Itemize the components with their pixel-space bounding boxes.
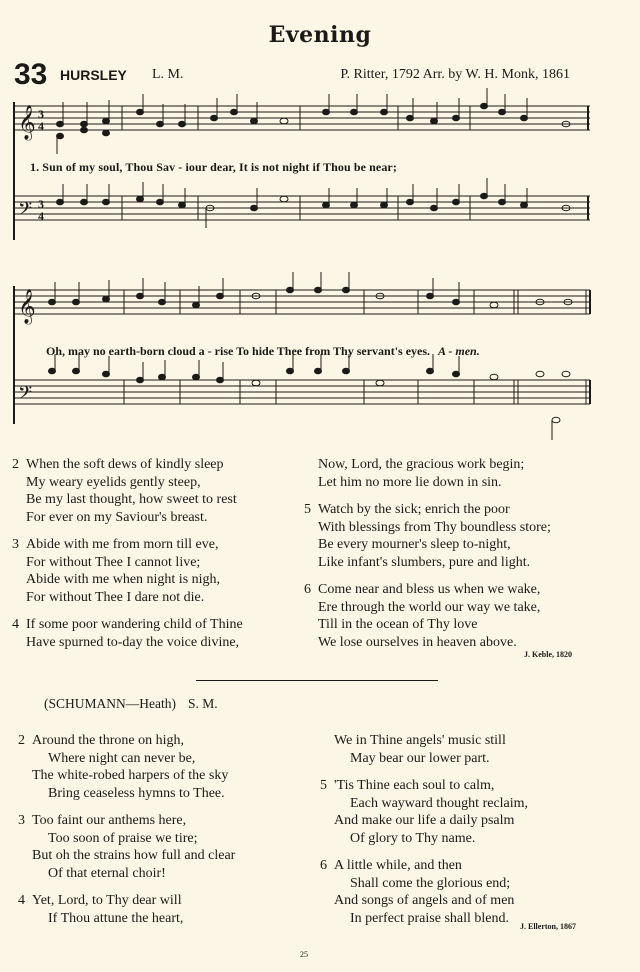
verse-line: Have spurned to-day the voice divine, [26,634,240,650]
lyric-line-1: 1. Sun of my soul, Thou Sav - iour dear, It is not night if Thou be near; [30,160,397,174]
verse-number: 5 [320,778,327,793]
verse-line: And songs of angels and of men [334,893,515,908]
verse-line: 3 Abide with me from morn till eve, [12,537,219,552]
svg-text:𝄢: 𝄢 [18,383,33,408]
verse-line: Of glory to Thy name. [350,830,476,846]
alternate-tune-name: (SCHUMANN—Heath) [44,696,176,711]
verse-2 [12,456,243,526]
verse-4-continued [320,732,528,767]
verse-line: 5 'Tis Thine each soul to calm, [320,778,495,793]
verse-line: 6 A little while, and then [320,858,462,873]
page-heading: Evening [268,22,372,48]
lyric-line-2-text: Oh, may no earth-born cloud a - rise To hide Thee from Thy servant's eyes. [46,344,431,358]
second-text-credit: J. Ellerton, 1867 [520,922,576,931]
verse-line: Too soon of praise we tire; [48,830,198,846]
verse-line: May bear our lower part. [350,750,490,766]
verse-line: Ere through the world our way we take, [318,599,541,615]
verse-line: The white-robed harpers of the sky [32,768,229,783]
verse-line: Till in the ocean of Thy love [318,617,478,632]
verse-2 [18,732,235,802]
second-verses-left-column [18,732,235,937]
verse-line: 3 Too faint our anthems here, [18,813,187,828]
meter-label: L. M. [152,67,184,82]
verse-line: Now, Lord, the gracious work begin; [318,457,525,472]
section-divider [196,680,438,681]
text-credit: J. Keble, 1820 [524,650,572,659]
verse-number: 4 [18,893,25,908]
verse-line: 4 If some poor wandering child of Thine [12,617,243,632]
verse-line: We in Thine angels' music still [334,733,506,748]
svg-text:4: 4 [38,119,44,133]
alternate-tune-label [44,696,218,712]
composer-credit: P. Ritter, 1792 Arr. by W. H. Monk, 1861 [340,67,570,82]
verse-line: Like infant's slumbers, pure and light. [318,554,531,570]
verse-line: And make our life a daily psalm [334,813,515,828]
verse-line: For without Thee I dare not die. [26,589,205,605]
verse-line: But oh the strains how full and clear [32,848,236,863]
tune-name: HURSLEY [60,67,127,83]
verse-5 [320,777,528,847]
verse-line: 4 Yet, Lord, to Thy dear will [18,893,182,908]
verse-line: For ever on my Saviour's breast. [26,509,208,525]
verse-6 [320,857,528,927]
svg-text:𝄢: 𝄢 [18,199,33,224]
alternate-tune-meter: S. M. [188,696,218,711]
lyric-line-2 [46,344,480,359]
verse-number: 2 [18,733,25,748]
hymn-number: 33 [14,58,48,91]
verse-line: Where night can never be, [48,750,196,766]
verse-line: Be every mourner's sleep to-night, [318,537,511,552]
verses-left-column [12,456,243,661]
svg-text:𝄞: 𝄞 [18,105,36,140]
verse-line: With blessings from Thy boundless store; [318,519,551,535]
verse-line: In perfect praise shall blend. [350,910,509,926]
svg-text:𝄞: 𝄞 [18,289,36,324]
verse-number: 4 [12,617,19,632]
verse-line: My weary eyelids gently steep, [26,474,201,490]
verse-4-continued [304,456,551,491]
verse-3 [12,536,243,606]
verse-line: 2 When the soft dews of kindly sleep [12,457,224,472]
second-verses-right-column [320,732,528,937]
verse-line: Shall come the glorious end; [350,875,511,891]
verse-5 [304,501,551,571]
page-number: 25 [300,950,308,959]
verse-4 [12,616,243,651]
verse-line: 2 Around the throne on high, [18,733,185,748]
verse-number: 2 [12,457,19,472]
verse-line: Abide with me when night is nigh, [26,572,221,587]
verse-line: Let him no more lie down in sin. [318,474,502,490]
verse-6 [304,581,551,651]
verse-line: 5 Watch by the sick; enrich the poor [304,502,510,517]
svg-text:3: 3 [38,197,44,211]
verse-number: 5 [304,502,311,517]
verse-3 [18,812,235,882]
verse-line: If Thou attune the heart, [48,910,184,926]
verse-line: For without Thee I cannot live; [26,554,201,570]
verse-4 [18,892,235,927]
verse-line: We lose ourselves in heaven above. [318,634,517,650]
verses-right-column [304,456,551,661]
verse-line: Be my last thought, how sweet to rest [26,492,237,507]
verse-line: Each wayward thought reclaim, [350,795,529,811]
verse-number: 6 [304,582,311,597]
amen-text: A - men. [438,344,480,358]
svg-text:3: 3 [38,107,44,121]
svg-text:4: 4 [38,209,44,223]
verse-line: Of that eternal choir! [48,865,166,881]
verse-line: Bring ceaseless hymns to Thee. [48,785,225,801]
verse-number: 3 [18,813,25,828]
verse-line: 6 Come near and bless us when we wake, [304,582,541,597]
verse-number: 6 [320,858,327,873]
verse-number: 3 [12,537,19,552]
